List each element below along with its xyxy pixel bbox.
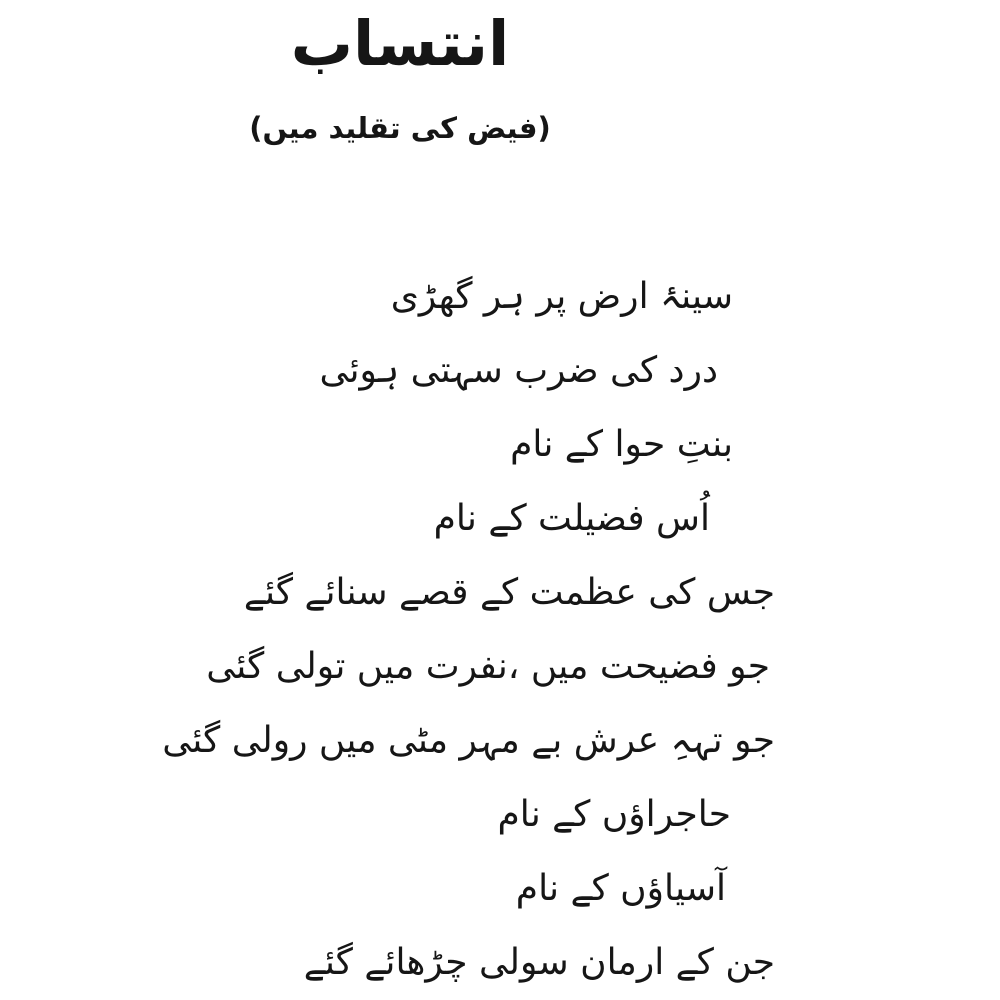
poem-line-6: جو فضیحت میں ،نفرت میں تولی گئی [206, 646, 770, 687]
poem-line-7: جو تہہِ عرش بے مہر مٹی میں رولی گئی [162, 720, 775, 761]
poem-line-1: سینۂ ارض پر ہر گھڑی [390, 276, 733, 317]
poem-line-10: جن کے ارمان سولی چڑھائے گئے [303, 942, 775, 983]
poem-line-2: درد کی ضرب سہتی ہوئی [319, 350, 718, 391]
poem-line-5: جس کی عظمت کے قصے سنائے گئے [243, 572, 775, 613]
poem-line-4: اُس فضیلت کے نام [433, 498, 710, 539]
poem-line-8: حاجراؤں کے نام [497, 794, 731, 835]
poem-body [0, 260, 775, 1000]
poem-line-3: بنتِ حوا کے نام [510, 424, 733, 465]
poem-subtitle: (فیض کی تقلید میں) [249, 111, 551, 145]
poem-title: انتساب [290, 7, 510, 80]
poem-line-9: آسیاؤں کے نام [515, 868, 726, 909]
title-block [0, 2, 800, 148]
